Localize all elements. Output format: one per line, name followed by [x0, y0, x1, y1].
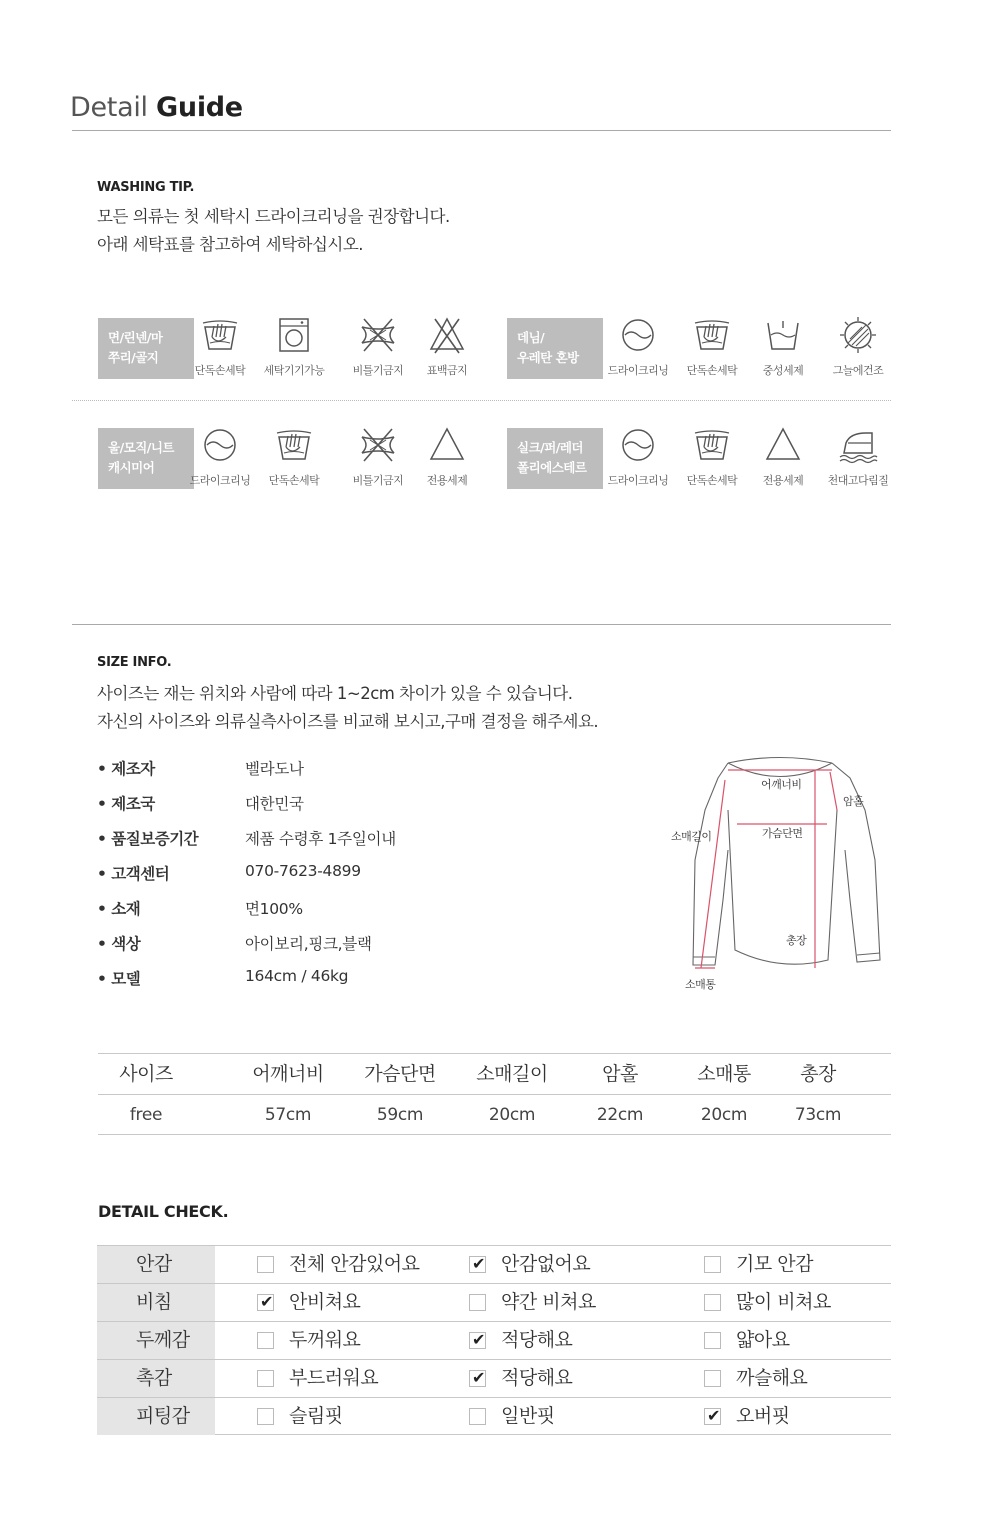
- wash-symbol-label: 드라이크리닝: [607, 474, 669, 487]
- detail-check-option[interactable]: [704, 1322, 924, 1359]
- size-value-cell: 22cm: [596, 1105, 644, 1125]
- spec-key: • 품질보증기간: [97, 830, 199, 848]
- spec-value: 대한민국: [245, 795, 304, 813]
- label-armhole: 암홀: [843, 795, 864, 808]
- spec-value: 070-7623-4899: [245, 862, 361, 880]
- size-measure-diagram: [665, 750, 895, 1000]
- detail-check-row: [97, 1245, 891, 1283]
- spec-row: [97, 862, 497, 886]
- page-title: [70, 92, 243, 123]
- checkbox[interactable]: [257, 1370, 274, 1387]
- wash-symbol-label: 드라이크리닝: [607, 364, 669, 377]
- spec-key: • 제조국: [97, 795, 155, 813]
- checkbox[interactable]: [469, 1370, 486, 1387]
- wash-symbol-label: 천대고다림질: [827, 474, 889, 487]
- detail-check-option[interactable]: [704, 1398, 924, 1435]
- label-shoulder: 어깨너비: [761, 778, 802, 791]
- size-value-cell: free: [129, 1105, 163, 1125]
- checkbox[interactable]: [469, 1332, 486, 1349]
- label-sleeve-width: 소매통: [685, 978, 716, 991]
- size-table: [98, 1053, 891, 1135]
- no-bleach-icon: [427, 315, 467, 355]
- detail-check-option[interactable]: [704, 1284, 924, 1321]
- size-value-cell: 20cm: [488, 1105, 536, 1125]
- size-info-label: SIZE INFO.: [97, 655, 172, 670]
- wash-category-1: [507, 318, 603, 379]
- detail-check-category: 안감: [97, 1246, 215, 1283]
- wash-symbol-label: 표백금지: [426, 364, 468, 377]
- checkbox[interactable]: [257, 1332, 274, 1349]
- label-sleeve-length: 소매길이: [671, 830, 712, 843]
- size-info-line-1: 사이즈는 재는 위치와 사람에 따라 1~2cm 차이가 있을 수 있습니다.: [97, 684, 573, 703]
- size-value-cell: 20cm: [700, 1105, 748, 1125]
- spec-row: [97, 827, 497, 851]
- spec-key: • 제조자: [97, 760, 155, 778]
- wash-symbol-label: 그늘에건조: [832, 364, 884, 377]
- wash-symbol-label: 단독손세탁: [268, 474, 320, 487]
- detail-check-option[interactable]: [469, 1360, 689, 1397]
- washing-tip-label: WASHING TIP.: [97, 180, 195, 195]
- checkbox[interactable]: [704, 1370, 721, 1387]
- size-header-cell: 소매길이: [476, 1063, 548, 1085]
- spec-key: • 색상: [97, 935, 141, 953]
- cloth-iron-icon: [838, 425, 878, 465]
- no-wring-icon: [358, 425, 398, 465]
- option-label: 얇아요: [736, 1329, 790, 1351]
- option-label: 약간 비쳐요: [501, 1291, 596, 1313]
- checkmark-icon: ✔: [260, 1292, 274, 1311]
- washing-line-1: 모든 의류는 첫 세탁시 드라이크리닝을 권장합니다.: [97, 207, 450, 226]
- title-bold: Guide: [156, 92, 243, 123]
- size-header-cell: 암홀: [602, 1063, 638, 1085]
- checkbox[interactable]: [704, 1408, 721, 1425]
- spec-row: [97, 757, 497, 781]
- size-value-cell: 59cm: [376, 1105, 424, 1125]
- detail-check-option[interactable]: [704, 1246, 924, 1283]
- neutral-detergent-icon: [763, 315, 803, 355]
- header-divider: [72, 130, 891, 131]
- checkbox[interactable]: [469, 1256, 486, 1273]
- wash-symbol-label: 드라이크리닝: [189, 474, 251, 487]
- checkmark-icon: ✔: [472, 1254, 486, 1273]
- wash-symbol-label: 비틀기금지: [352, 364, 404, 377]
- option-label: 안감없어요: [501, 1253, 591, 1275]
- checkbox[interactable]: [704, 1256, 721, 1273]
- checkbox[interactable]: [704, 1332, 721, 1349]
- size-header-cell: 어깨너비: [252, 1063, 324, 1085]
- washing-machine-icon: [274, 315, 314, 355]
- checkbox[interactable]: [257, 1256, 274, 1273]
- wash-category-label: 쭈리/골지: [108, 350, 159, 365]
- detail-check-category: 촉감: [97, 1360, 215, 1397]
- detail-check-option[interactable]: [469, 1398, 689, 1435]
- detail-check-option[interactable]: [257, 1398, 477, 1435]
- wash-category-label: 캐시미어: [108, 460, 155, 475]
- wash-category-3: [507, 428, 603, 489]
- detail-check-row: [97, 1397, 891, 1435]
- detail-check-category: 비침: [97, 1284, 215, 1321]
- washing-dotted-divider: [72, 400, 891, 401]
- checkbox[interactable]: [469, 1294, 486, 1311]
- detail-check-option[interactable]: [469, 1246, 689, 1283]
- option-label: 슬림핏: [289, 1405, 343, 1427]
- spec-row: [97, 792, 497, 816]
- spec-value: 면100%: [245, 900, 303, 918]
- detail-check-option[interactable]: [257, 1322, 477, 1359]
- detail-check-row: [97, 1283, 891, 1321]
- wash-symbol-label: 비틀기금지: [352, 474, 404, 487]
- detail-check-option[interactable]: [704, 1360, 924, 1397]
- spec-key: • 모델: [97, 970, 141, 988]
- wash-symbol-label: 단독손세탁: [686, 474, 738, 487]
- title-light: Detail: [70, 92, 148, 123]
- size-value-cell: 57cm: [264, 1105, 312, 1125]
- wash-category-label: 울/모직/니트: [108, 440, 175, 455]
- wash-symbol-label: 단독손세탁: [686, 364, 738, 377]
- spec-row: [97, 897, 497, 921]
- checkbox[interactable]: [257, 1408, 274, 1425]
- detail-check-option[interactable]: [257, 1284, 477, 1321]
- option-label: 전체 안감있어요: [289, 1253, 420, 1275]
- size-info-line-2: 자신의 사이즈와 의류실측사이즈를 비교해 보시고,구매 결정을 해주세요.: [97, 712, 599, 731]
- detail-check-option[interactable]: [257, 1360, 477, 1397]
- detail-check-label: DETAIL CHECK.: [98, 1202, 229, 1221]
- hand-wash-icon: [692, 425, 732, 465]
- dry-clean-icon: [618, 315, 658, 355]
- spec-value: 벨라도나: [245, 760, 304, 778]
- wash-category-label: 폴리에스테르: [517, 460, 587, 475]
- wash-symbol-label: 세탁기기가능: [263, 364, 325, 377]
- spec-key: • 고객센터: [97, 865, 170, 883]
- wash-category-0: [98, 318, 194, 379]
- option-label: 적당해요: [501, 1329, 573, 1351]
- spec-key: • 소재: [97, 900, 141, 918]
- wash-category-label: 실크/퍼/레더: [517, 440, 584, 455]
- option-label: 까슬해요: [736, 1367, 808, 1389]
- checkmark-icon: ✔: [472, 1330, 486, 1349]
- wash-symbol-label: 전용세제: [762, 474, 804, 487]
- wash-symbol-label: 단독손세탁: [194, 364, 246, 377]
- size-header-cell: 사이즈: [119, 1063, 173, 1085]
- detail-check-category: 두께감: [97, 1322, 215, 1359]
- detail-check-row: [97, 1321, 891, 1359]
- size-table-header: [98, 1053, 891, 1094]
- spec-row: [97, 932, 497, 956]
- size-header-cell: 가슴단면: [364, 1063, 436, 1085]
- detail-check-row: [97, 1359, 891, 1397]
- checkbox[interactable]: [257, 1294, 274, 1311]
- special-detergent-icon: [763, 425, 803, 465]
- option-label: 안비쳐요: [289, 1291, 361, 1313]
- detail-check-option[interactable]: [469, 1322, 689, 1359]
- spec-value: 제품 수령후 1주일이내: [245, 830, 396, 848]
- option-label: 적당해요: [501, 1367, 573, 1389]
- detail-check-category: 피팅감: [97, 1398, 215, 1435]
- special-detergent-icon: [427, 425, 467, 465]
- wash-category-label: 데님/: [517, 330, 545, 345]
- label-total-length: 총장: [786, 934, 807, 947]
- no-wring-icon: [358, 315, 398, 355]
- wash-symbol-label: 중성세제: [762, 364, 804, 377]
- wash-category-label: 면/린넨/마: [108, 330, 163, 345]
- size-header-cell: 총장: [800, 1063, 836, 1085]
- detail-check-option[interactable]: [469, 1284, 689, 1321]
- spec-row: [97, 967, 497, 991]
- detail-check-option[interactable]: [257, 1246, 477, 1283]
- checkmark-icon: ✔: [472, 1368, 486, 1387]
- hand-wash-icon: [692, 315, 732, 355]
- label-chest: 가슴단면: [762, 827, 803, 840]
- option-label: 일반핏: [501, 1405, 555, 1427]
- hand-wash-icon: [200, 315, 240, 355]
- table-row: [98, 1094, 891, 1135]
- washing-line-2: 아래 세탁표를 참고하여 세탁하십시오.: [97, 235, 364, 254]
- option-label: 기모 안감: [736, 1253, 813, 1275]
- option-label: 오버핏: [736, 1405, 790, 1427]
- spec-value: 164cm / 46kg: [245, 967, 349, 985]
- option-label: 많이 비쳐요: [736, 1291, 831, 1313]
- dry-clean-icon: [618, 425, 658, 465]
- option-label: 부드러워요: [289, 1367, 379, 1389]
- spec-value: 아이보리,핑크,블랙: [245, 935, 372, 953]
- dry-clean-icon: [200, 425, 240, 465]
- hand-wash-icon: [274, 425, 314, 465]
- section-divider: [72, 624, 891, 625]
- wash-symbol-label: 전용세제: [426, 474, 468, 487]
- wash-category-label: 우레탄 혼방: [517, 350, 579, 365]
- wash-category-2: [98, 428, 194, 489]
- detail-check-table: [97, 1245, 891, 1435]
- shade-dry-icon: [838, 315, 878, 355]
- checkmark-icon: ✔: [707, 1406, 721, 1425]
- checkbox[interactable]: [704, 1294, 721, 1311]
- option-label: 두꺼워요: [289, 1329, 361, 1351]
- size-value-cell: 73cm: [794, 1105, 842, 1125]
- checkbox[interactable]: [469, 1408, 486, 1425]
- size-header-cell: 소매통: [697, 1063, 751, 1085]
